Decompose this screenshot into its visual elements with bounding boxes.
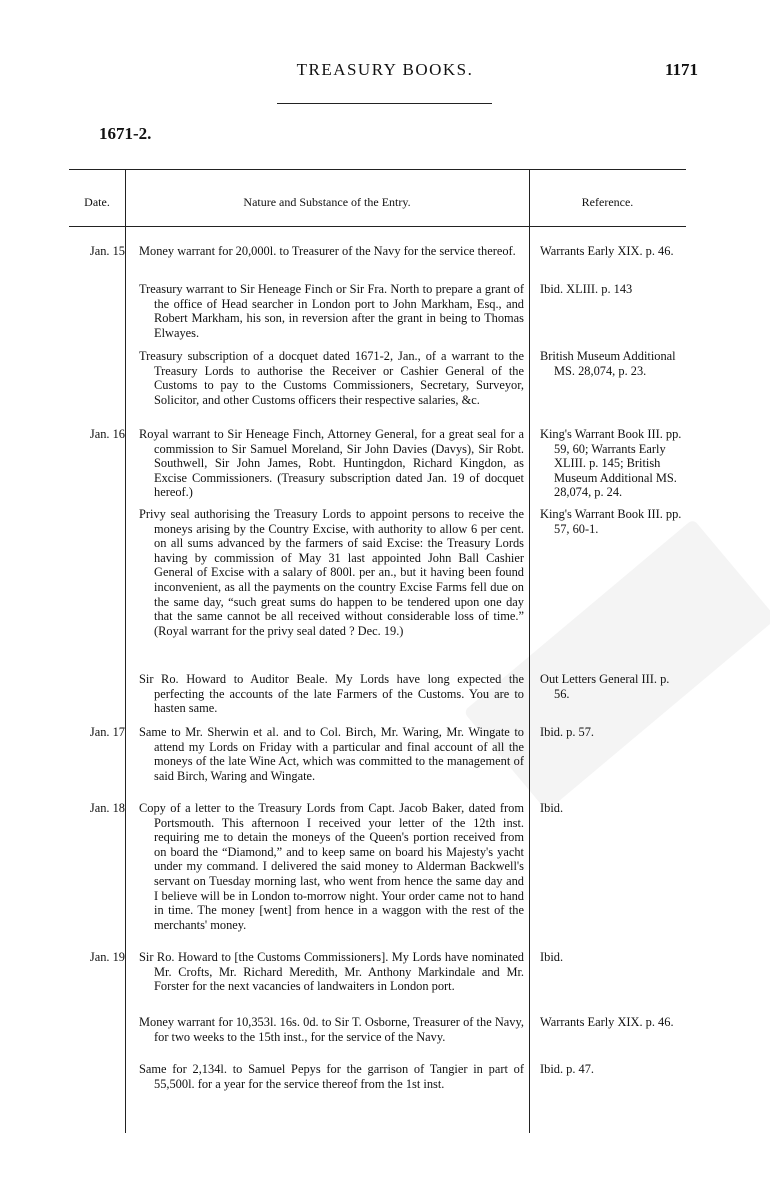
running-title: TREASURY BOOKS. bbox=[296, 60, 474, 79]
entry-date: Jan. 15 bbox=[89, 244, 125, 258]
table-top-rule bbox=[69, 169, 686, 170]
entry-date: Jan. 19 bbox=[89, 950, 125, 964]
entry-text: Sir Ro. Howard to [the Customs Commissioners]. My Lords have nominated Mr. Crofts, Mr. Richard Meredith, Mr. Anthony Markindale and Mr. Forster for the next vacancies of landwaiters in London port. bbox=[139, 950, 524, 994]
entry-table bbox=[69, 169, 686, 1133]
entry-reference: British Museum Additional MS. 28,074, p. 23. bbox=[540, 349, 676, 378]
entry-text: Sir Ro. Howard to Auditor Beale. My Lords have long expected the perfecting the accounts of the late Farmers of the Customs. You are to hasten same. bbox=[139, 672, 524, 716]
year-heading: 1671-2. bbox=[99, 124, 152, 143]
column-header-entry: Nature and Substance of the Entry. bbox=[243, 195, 411, 209]
entry-date: Jan. 16 bbox=[89, 427, 125, 441]
column-divider-date bbox=[125, 169, 126, 1133]
entry-reference: King's Warrant Book III. pp. 59, 60; Warrants Early XLIII. p. 145; British Museum Additional MS. 28,074, p. 24. bbox=[540, 427, 682, 500]
entry-text: Privy seal authorising the Treasury Lords to appoint persons to receive the moneys arising by the Country Excise, with authority to allow 6 per cent. on all sums advanced by the farmers of said Excise: the Treasury Lords having by commission of May 31 last appointed John Ball Cashier General of Excise with a salary of 800l. per an., but it having been found inconvenient, as all the payments on the country Excise Farms fell due on the same day, “such great sums do happen to be tendered upon one day that the same cannot be all received without considerable loss of time.” (Royal warrant for the privy seal dated ? Dec. 19.) bbox=[139, 507, 524, 638]
entry-text: Same for 2,134l. to Samuel Pepys for the garrison of Tangier in part of 55,500l. for a year for the service thereof from the 1st inst. bbox=[139, 1062, 524, 1091]
entry-reference: Warrants Early XIX. p. 46. bbox=[540, 1015, 674, 1029]
entry-text: Treasury subscription of a docquet dated 1671-2, Jan., of a warrant to the Treasury Lords to authorise the Receiver or Cashier General of the Customs to pay to the Customs Commissioners, Secretary, Surveyor, Solicitor, and other Customs officers their respective salaries, &c. bbox=[139, 349, 524, 407]
entry-date: Jan. 18 bbox=[89, 801, 125, 815]
table-header-rule bbox=[69, 226, 686, 227]
entry-text: Copy of a letter to the Treasury Lords from Capt. Jacob Baker, dated from Portsmouth. This afternoon I received your letter of the 12th inst. requiring me to detain the moneys of the Queen's portion received from on board the “Diamond,” and to keep same on board his Majesty's yacht under my command. I delivered the said money to Alderman Backwell's servant on Tuesday morning last, who went from hence the same day and I believe will be in London to-morrow night. Your order came not to hand in time. The money [went] from hence in a waggon with the rest of the merchants' money. bbox=[139, 801, 524, 932]
entry-reference: Warrants Early XIX. p. 46. bbox=[540, 244, 674, 258]
entry-reference: King's Warrant Book III. pp. 57, 60-1. bbox=[540, 507, 682, 536]
entry-text: Money warrant for 20,000l. to Treasurer of the Navy for the service thereof. bbox=[139, 244, 516, 258]
entry-reference: Ibid. p. 47. bbox=[540, 1062, 595, 1076]
entry-reference: Ibid. bbox=[540, 801, 564, 815]
page-number: 1171 bbox=[664, 60, 698, 79]
column-header-reference: Reference. bbox=[581, 195, 634, 209]
header-rule bbox=[277, 103, 492, 104]
column-divider-reference bbox=[529, 169, 530, 1133]
entry-text: Royal warrant to Sir Heneage Finch, Attorney General, for a great seal for a commission to Sir Samuel Moreland, Sir John Davies (Davys), Sir Robt. Southwell, Sir John James, Robt. Huntingdon, Richard Kingdon, as Excise Commissioners. (Treasury subscription dated Jan. 19 of docquet hereof.) bbox=[139, 427, 524, 500]
column-header-date: Date. bbox=[84, 195, 110, 209]
entry-date: Jan. 17 bbox=[89, 725, 125, 739]
entry-reference: Ibid. XLIII. p. 143 bbox=[540, 282, 633, 296]
entry-reference: Ibid. bbox=[540, 950, 564, 964]
entry-text: Treasury warrant to Sir Heneage Finch or Sir Fra. North to prepare a grant of the office of Head searcher in London port to John Markham, Esq., and Robert Markham, his son, in reversion after the grant in being to Thomas Elwayes. bbox=[139, 282, 524, 340]
entry-reference: Out Letters General III. p. 56. bbox=[540, 672, 670, 701]
entry-text: Money warrant for 10,353l. 16s. 0d. to Sir T. Osborne, Treasurer of the Navy, for two weeks to the 15th inst., for the service of the Navy. bbox=[139, 1015, 524, 1044]
entry-reference: Ibid. p. 57. bbox=[540, 725, 595, 739]
entry-text: Same to Mr. Sherwin et al. and to Col. Birch, Mr. Waring, Mr. Wingate to attend my Lords on Friday with a particular and final account of all the moneys of the late Wine Act, which was committed to the management of said Birch, Waring and Wingate. bbox=[139, 725, 524, 783]
